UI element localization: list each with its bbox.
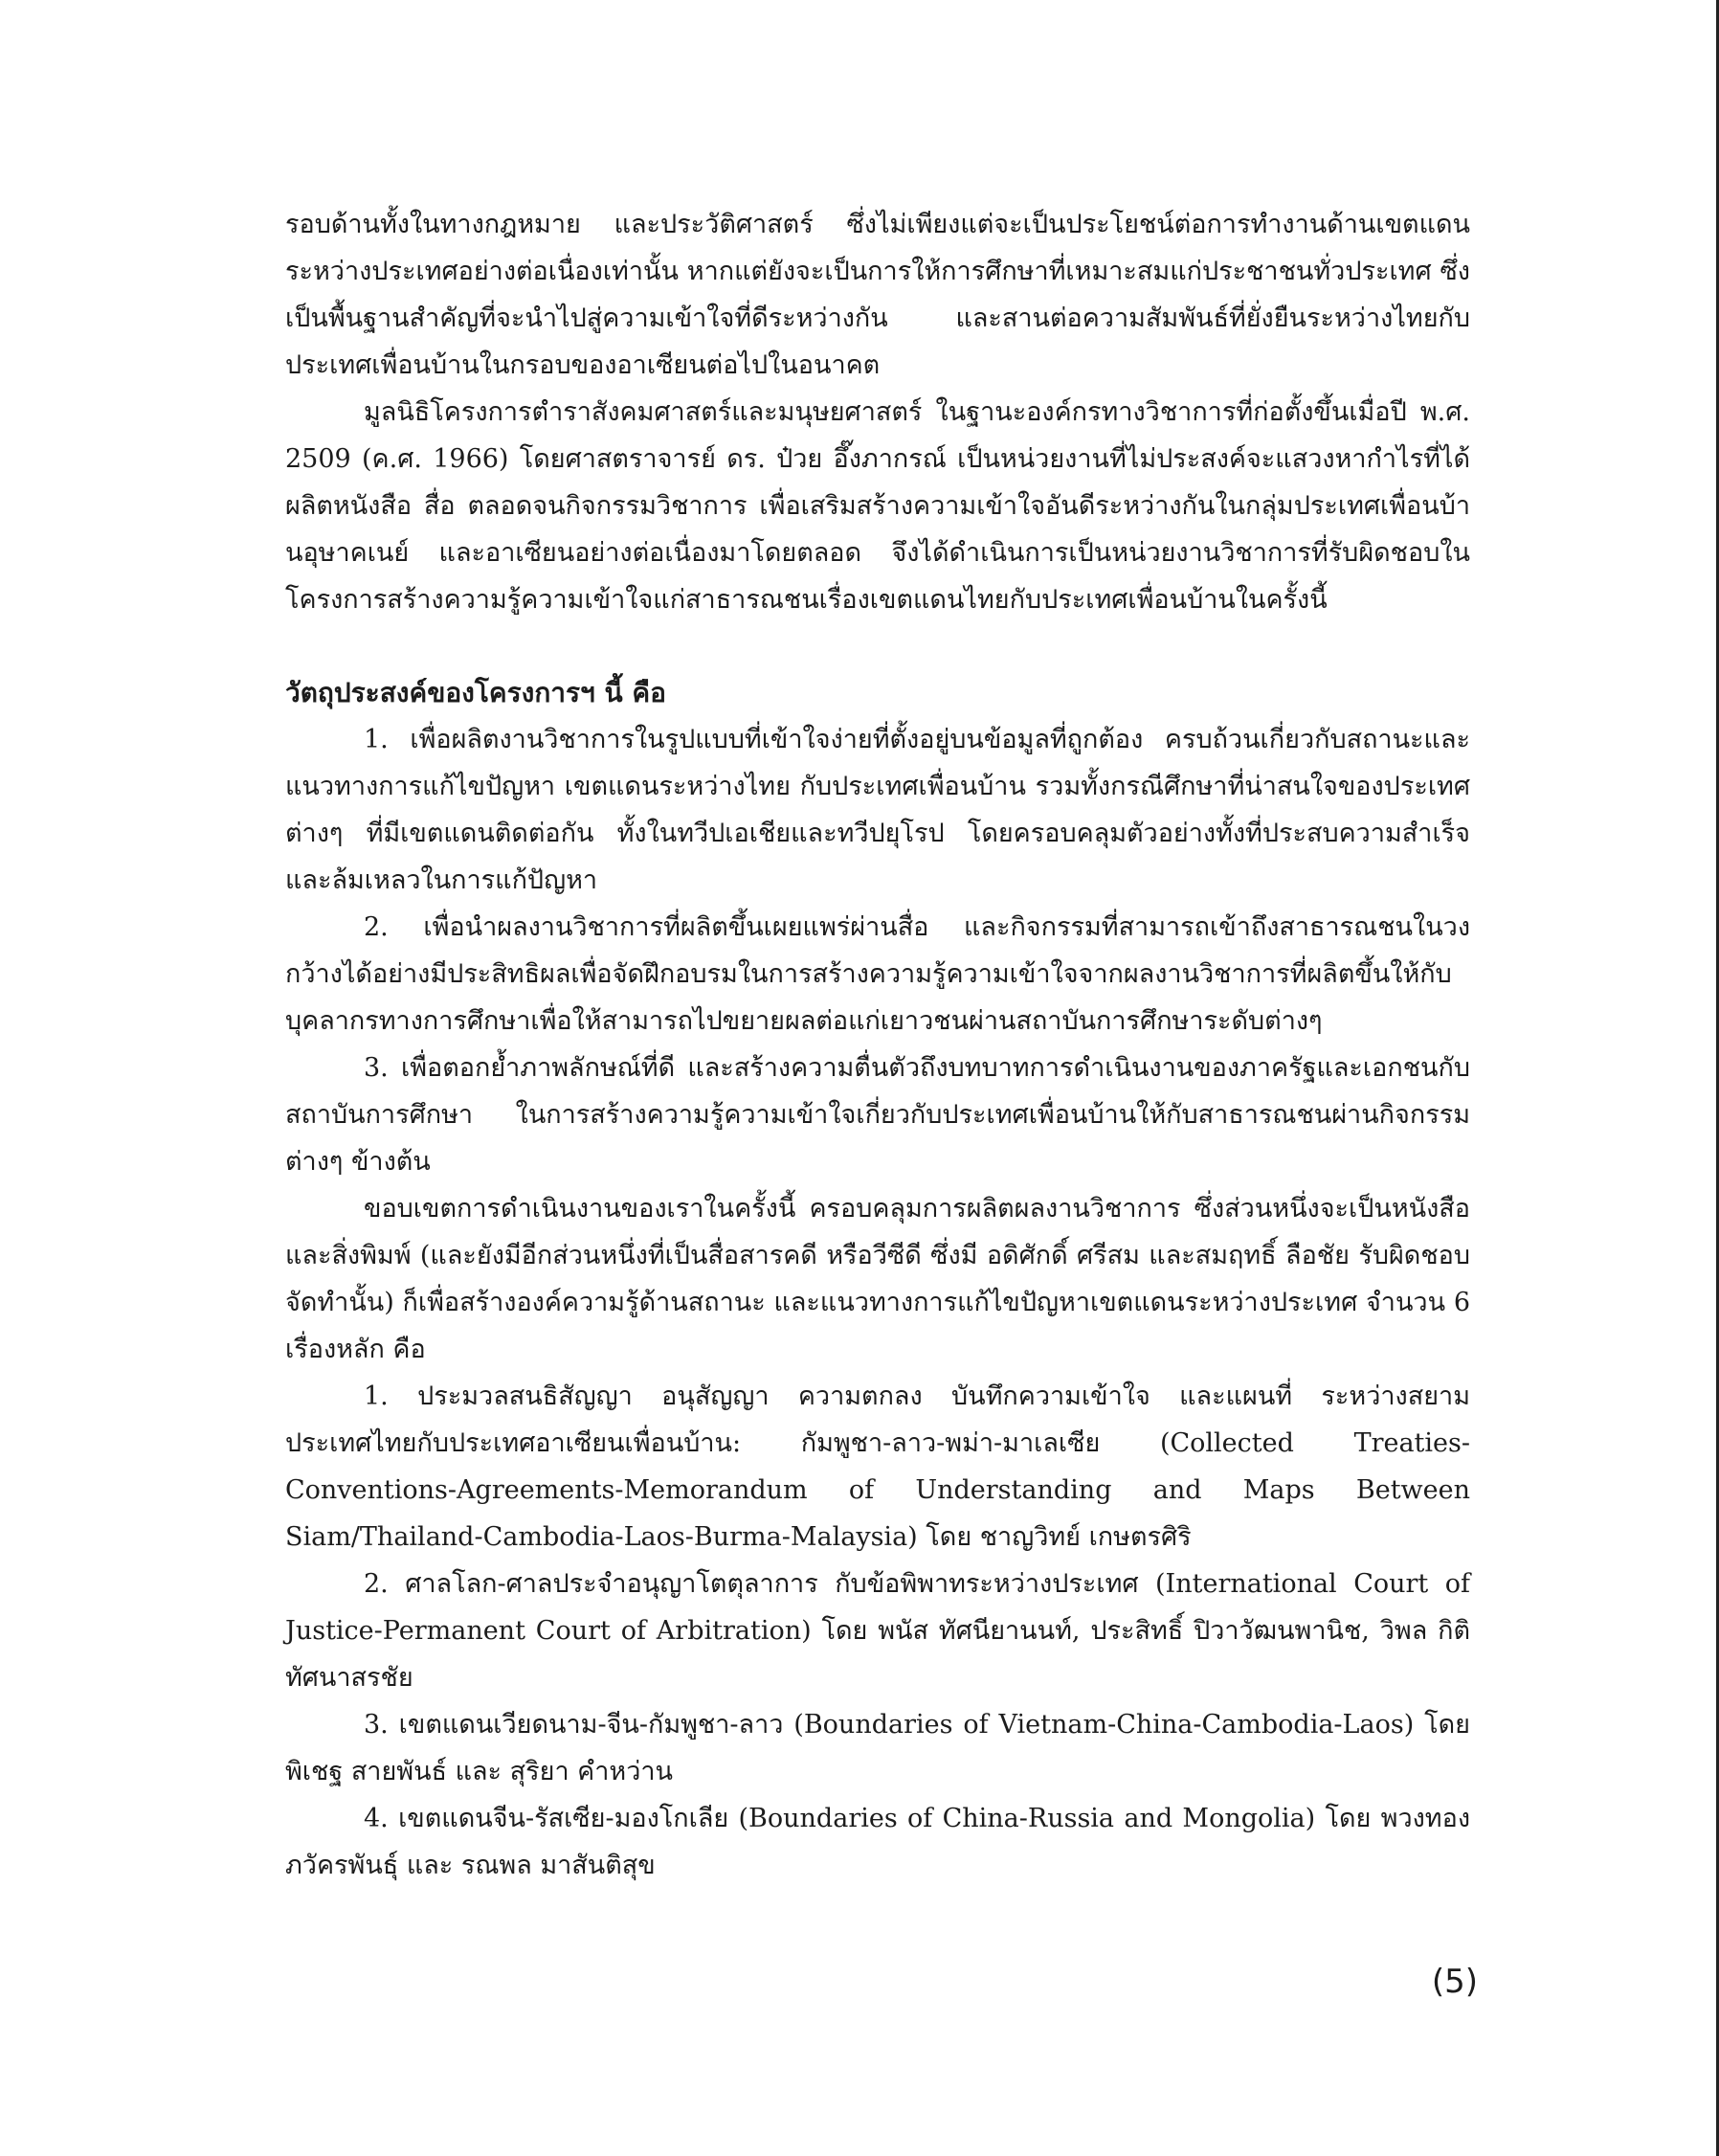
document-body xyxy=(285,201,1470,1889)
scope-paragraph: ขอบเขตการดำเนินงานของเราในครั้งนี้ ครอบคลุมการผลิตผลงานวิชาการ ซึ่งส่วนหนึ่งจะเป็นหนังสือและสิ่งพิมพ์ (และยังมีอีกส่วนหนึ่งที่เป็นสื่อสารคดี หรือวีซีดี ซึ่งมี อดิศักดิ์ ศรีสม และสมฤทธิ์ ลือชัย รับผิดชอบจัดทำนั้น) ก็เพื่อสร้างองค์ความรู้ด้านสถานะ และแนวทางการแก้ไขปัญหาเขตแดนระหว่างประเทศ จำนวน 6 เรื่องหลัก คือ xyxy=(285,1194,1470,1364)
objective-item-3: 3. เพื่อตอกย้ำภาพลักษณ์ที่ดี และสร้างความตื่นตัวถึงบทบาทการดำเนินงานของภาครัฐและเอกชนกับสถาบันการศึกษา ในการสร้างความรู้ความเข้าใจเกี่ยวกับประเทศเพื่อนบ้านให้กับสาธารณชนผ่านกิจกรรมต่างๆ ข้างต้น xyxy=(285,1053,1470,1177)
objective-item-2: 2. เพื่อนำผลงานวิชาการที่ผลิตขึ้นเผยแพร่ผ่านสื่อ และกิจกรรมที่สามารถเข้าถึงสาธารณชนในวงกว้างได้อย่างมีประสิทธิผลเพื่อจัดฝึกอบรมในการสร้างความรู้ความเข้าใจจากผลงานวิชาการที่ผลิตขึ้นให้กับบุคลากรทางการศึกษาเพื่อให้สามารถไปขยายผลต่อแก่เยาวชนผ่านสถาบันการศึกษาระดับต่างๆ xyxy=(285,912,1470,1036)
intro-paragraph-continued: รอบด้านทั้งในทางกฎหมาย และประวัติศาสตร์ ซึ่งไม่เพียงแต่จะเป็นประโยชน์ต่อการทำงานด้านเขตแดนระหว่างประเทศอย่างต่อเนื่องเท่านั้น หากแต่ยังจะเป็นการให้การศึกษาที่เหมาะสมแก่ประชาชนทั่วประเทศ ซึ่งเป็นพื้นฐานสำคัญที่จะนำไปสู่ความเข้าใจที่ดีระหว่างกัน และสานต่อความสัมพันธ์ที่ยั่งยืนระหว่างไทยกับประเทศเพื่อนบ้านในกรอบของอาเซียนต่อไปในอนาคต xyxy=(285,210,1470,380)
book-item-1: 1. ประมวลสนธิสัญญา อนุสัญญา ความตกลง บันทึกความเข้าใจ และแผนที่ ระหว่างสยามประเทศไทยกับประเทศอาเซียนเพื่อนบ้าน: กัมพูชา-ลาว-พม่า-มาเลเซีย (Collected Treaties-Conventions-Agreements-Memorandum of Understanding and Maps Between Siam/Thailand-Cambodia-Laos-Burma-Malaysia) โดย ชาญวิทย์ เกษตรศิริ xyxy=(285,1381,1470,1552)
objective-item-1: 1. เพื่อผลิตงานวิชาการในรูปแบบที่เข้าใจง่ายที่ตั้งอยู่บนข้อมูลที่ถูกต้อง ครบถ้วนเกี่ยวกับสถานะและแนวทางการแก้ไขปัญหา เขตแดนระหว่างไทย กับประเทศเพื่อนบ้าน รวมทั้งกรณีศึกษาที่น่าสนใจของประเทศต่างๆ ที่มีเขตแดนติดต่อกัน ทั้งในทวีปเอเชียและทวีปยุโรป โดยครอบคลุมตัวอย่างทั้งที่ประสบความสำเร็จ และล้มเหลวในการแก้ปัญหา xyxy=(285,725,1470,895)
objectives-heading: วัตถุประสงค์ของโครงการฯ นี้ คือ xyxy=(285,677,666,708)
book-item-4: 4. เขตแดนจีน-รัสเซีย-มองโกเลีย (Boundaries of China-Russia and Mongolia) โดย พวงทอง ภวัครพันธุ์ และ รณพล มาสันติสุข xyxy=(285,1804,1470,1880)
book-item-2: 2. ศาลโลก-ศาลประจำอนุญาโตตุลาการ กับข้อพิพาทระหว่างประเทศ (International Court of Justice-Permanent Court of Arbitration) โดย พนัส ทัศนียานนท์, ประสิทธิ์ ปิวาวัฒนพานิช, วิพล กิติทัศนาสรชัย xyxy=(285,1569,1470,1693)
page-number: (5) xyxy=(1431,1963,1478,2001)
foundation-paragraph: มูลนิธิโครงการตำราสังคมศาสตร์และมนุษยศาสตร์ ในฐานะองค์กรทางวิชาการที่ก่อตั้งขึ้นเมื่อปี พ.ศ. 2509 (ค.ศ. 1966) โดยศาสตราจารย์ ดร. ป๋วย อึ๊งภากรณ์ เป็นหน่วยงานที่ไม่ประสงค์จะแสวงหากำไรที่ได้ผลิตหนังสือ สื่อ ตลอดจนกิจกรรมวิชาการ เพื่อเสริมสร้างความเข้าใจอันดีระหว่างกันในกลุ่มประเทศเพื่อนบ้านอุษาคเนย์ และอาเซียนอย่างต่อเนื่องมาโดยตลอด จึงได้ดำเนินการเป็นหน่วยงานวิชาการที่รับผิดชอบในโครงการสร้างความรู้ความเข้าใจแก่สาธารณชนเรื่องเขตแดนไทยกับประเทศเพื่อนบ้านในครั้งนี้ xyxy=(285,397,1470,615)
book-item-3: 3. เขตแดนเวียดนาม-จีน-กัมพูชา-ลาว (Boundaries of Vietnam-China-Cambodia-Laos) โดยพิเชฐ สายพันธ์ และ สุริยา คำหว่าน xyxy=(285,1710,1470,1786)
